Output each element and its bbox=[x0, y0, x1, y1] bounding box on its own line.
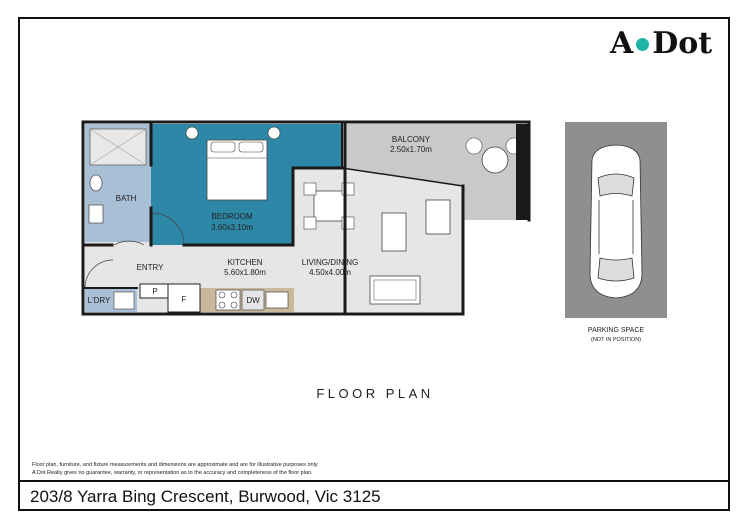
size-kitchen: 5.60x1.80m bbox=[224, 268, 266, 277]
label-laundry: L'DRY bbox=[87, 296, 111, 305]
label-bath: BATH bbox=[115, 194, 137, 203]
balcony-table-icon bbox=[482, 147, 508, 173]
car-icon bbox=[590, 145, 642, 298]
logo-letter: A bbox=[610, 26, 634, 61]
label-pantry: P bbox=[152, 287, 158, 296]
toilet-icon bbox=[90, 175, 102, 191]
sink-icon bbox=[266, 292, 288, 308]
property-address: 203/8 Yarra Bing Crescent, Burwood, Vic 3125 bbox=[30, 487, 381, 506]
footer-divider bbox=[18, 480, 730, 482]
basin-icon bbox=[89, 205, 103, 223]
label-balcony: BALCONY bbox=[391, 135, 431, 144]
dining-table-icon bbox=[314, 191, 344, 221]
label-kitchen: KITCHEN bbox=[227, 258, 263, 267]
size-living: 4.50x4.00m bbox=[309, 268, 351, 277]
parking-note: (NOT IN POSITION) bbox=[590, 337, 642, 343]
plan-title: FLOOR PLAN bbox=[316, 386, 434, 401]
label-living: LIVING/DINING bbox=[301, 258, 359, 267]
label-fridge: F bbox=[181, 295, 187, 304]
disclaimer-line: A Dot Realty gives no guarantee, warranty, or representation as to the accuracy and completeness of the floor plan. bbox=[32, 470, 313, 476]
disclaimer-line: Floor plan, furniture, and fixture measurements and dimensions are approximate and are for illustrative purposes only. bbox=[32, 462, 319, 468]
balcony-wall bbox=[516, 124, 529, 220]
label-dishwasher: DW bbox=[246, 296, 260, 305]
size-balcony: 2.50x1.70m bbox=[390, 145, 432, 154]
size-bedroom: 3.60x3.10m bbox=[211, 223, 253, 232]
coffee-table-icon bbox=[382, 213, 406, 251]
label-entry: ENTRY bbox=[136, 263, 164, 272]
logo-word: Dot bbox=[652, 26, 713, 61]
parking-label: PARKING SPACE bbox=[587, 327, 645, 334]
label-bedroom: BEDROOM bbox=[211, 212, 253, 221]
disclaimer bbox=[32, 461, 319, 477]
armchair-icon bbox=[426, 200, 450, 234]
